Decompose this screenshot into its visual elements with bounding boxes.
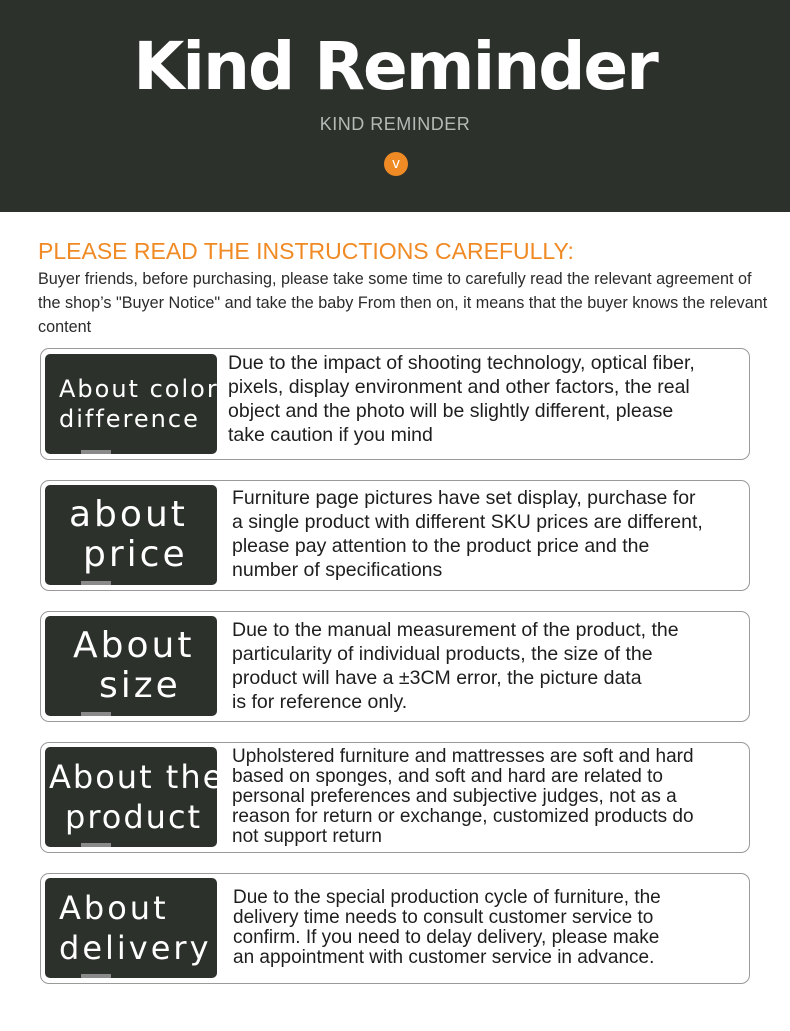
instructions-heading: PLEASE READ THE INSTRUCTIONS CAREFULLY:	[38, 238, 574, 264]
page-title: Kind Reminder	[133, 28, 657, 105]
notice-card-delivery	[40, 873, 750, 984]
card-label-line: product	[65, 798, 203, 836]
page-subtitle: KIND REMINDER	[319, 114, 471, 134]
card-label-line: about	[69, 494, 188, 535]
notice-card-price	[40, 480, 750, 591]
card-label-line: size	[99, 665, 181, 706]
instructions-body: Buyer friends, before purchasing, please take some time to carefully read the relevant agreement of the shop’s "Buyer Notice" and take the baby From then on, it means that the buyer knows the relevant content	[38, 270, 768, 336]
notice-card-product	[40, 742, 750, 853]
card-label-line: About	[59, 889, 169, 927]
header-banner	[0, 0, 790, 212]
chevron-down-icon: v	[384, 152, 408, 176]
card-label-line: About the	[49, 758, 225, 796]
notice-card-size	[40, 611, 750, 722]
card-label	[45, 616, 217, 716]
card-label-line: About	[73, 625, 195, 666]
card-label	[45, 878, 217, 978]
card-text: Due to the special production cycle of furniture, the delivery time needs to consult customer service to confirm. If you need to delay delivery, please make an appointment with customer service in advance.	[233, 887, 661, 968]
card-text: Upholstered furniture and mattresses are soft and hard based on sponges, and soft and hard are related to personal preferences and subjective judges, not as a reason for return or exchange, customized products do not support return	[232, 746, 694, 847]
card-label	[45, 747, 225, 847]
notice-card-color	[40, 348, 750, 460]
card-text: Due to the impact of shooting technology, optical fiber, pixels, display environment and other factors, the real object and the photo will be slightly different, please take caution if you mind	[228, 352, 695, 446]
card-text: Due to the manual measurement of the product, the particularity of individual products, the size of the product will have a ±3CM error, the picture data is for reference only.	[232, 619, 679, 713]
card-text: Furniture page pictures have set display, purchase for a single product with different SKU prices are different, please pay attention to the product price and the number of specifications	[232, 487, 703, 581]
card-label-line: difference	[59, 405, 200, 433]
card-label	[45, 485, 217, 585]
card-label	[45, 354, 217, 454]
card-label-line: delivery	[59, 929, 212, 967]
card-label-line: About color	[59, 375, 219, 403]
card-label-line: price	[83, 534, 188, 575]
